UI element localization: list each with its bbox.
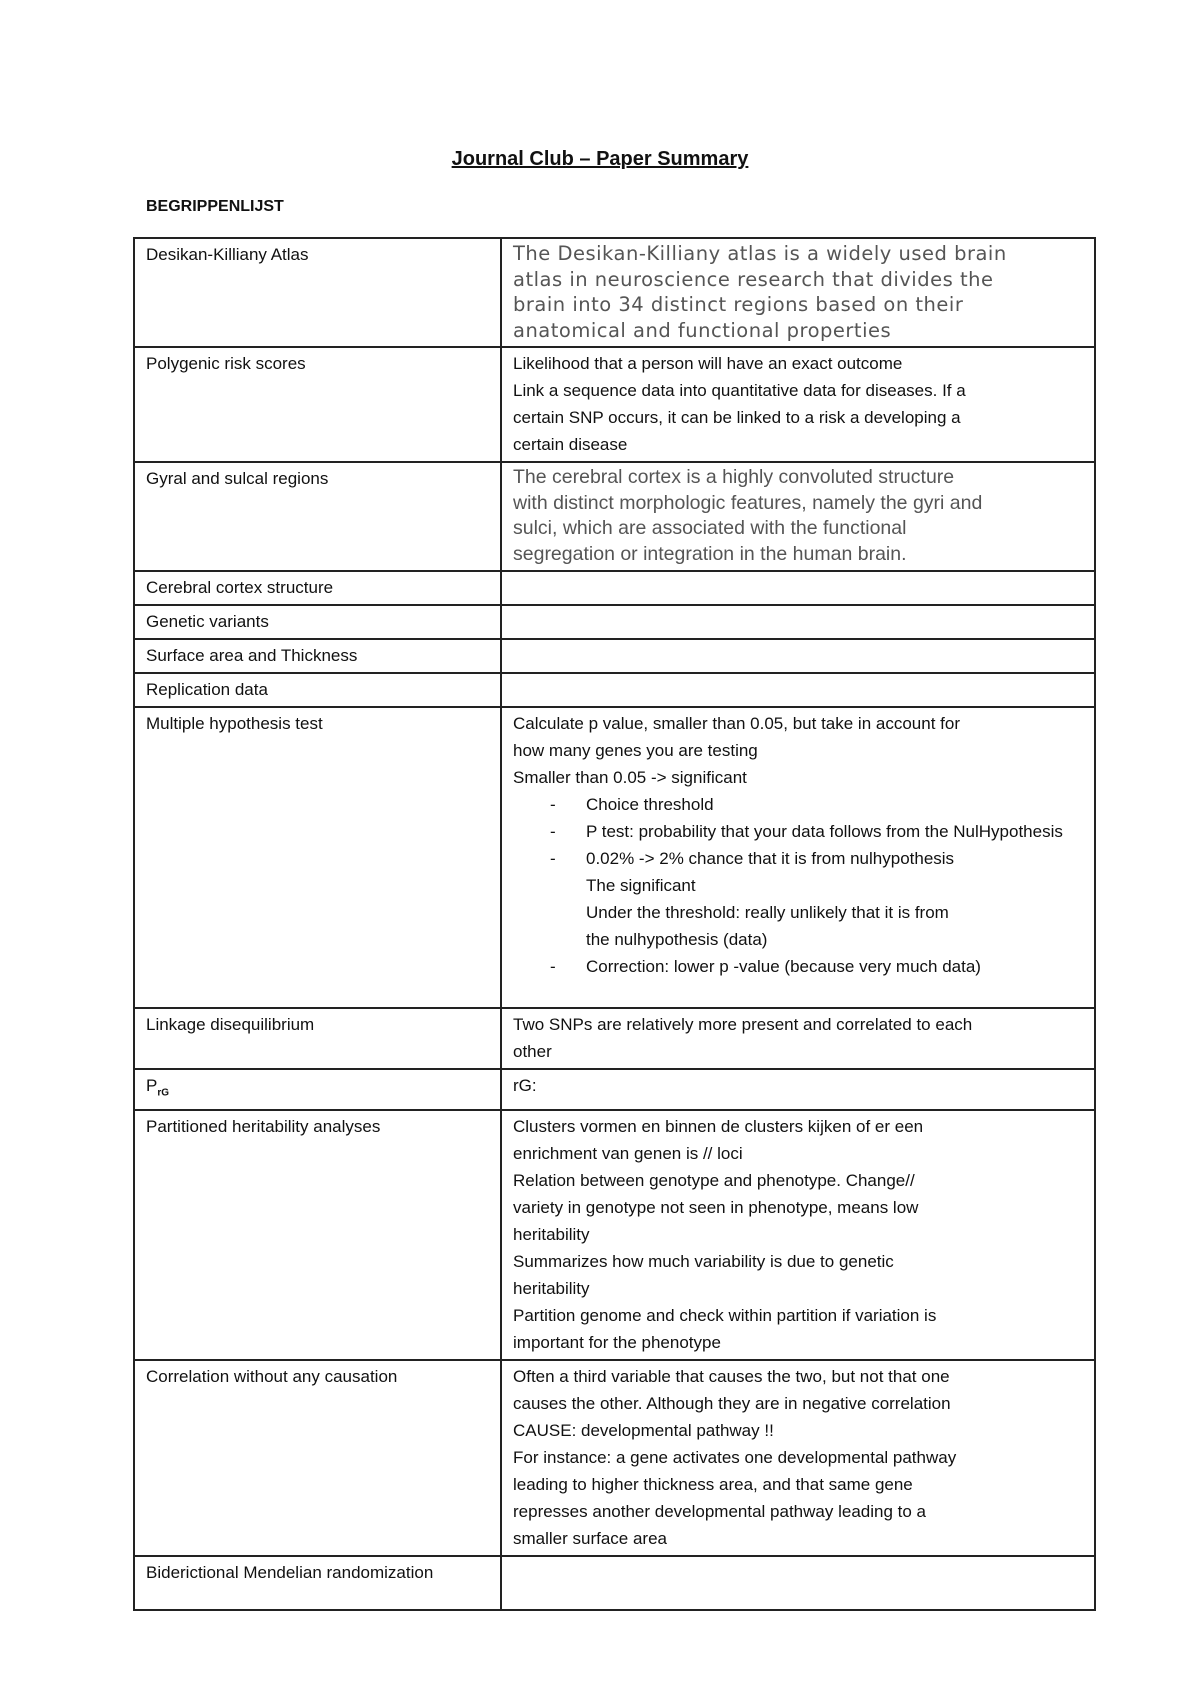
table-row — [134, 238, 1095, 347]
list-item: - Choice threshold — [513, 791, 1084, 818]
definition-line: Clusters vormen en binnen de clusters kijken of er een — [513, 1117, 924, 1137]
definition-cell — [501, 605, 1095, 639]
definition-line: causes the other. Although they are in negative correlation — [513, 1394, 951, 1414]
definition-line: Often a third variable that causes the two, but not that one — [513, 1367, 950, 1387]
definition-line: other — [513, 1042, 552, 1061]
term-cell — [134, 1069, 501, 1110]
term-cell: Linkage disequilibrium — [134, 1008, 501, 1069]
table-row — [134, 707, 1095, 1008]
definition-line: atlas in neuroscience research that divides the — [513, 267, 994, 291]
definition-line: Summarizes how much variability is due to genetic — [513, 1252, 894, 1272]
definition-cell — [501, 1556, 1095, 1610]
definition-line: Relation between genotype and phenotype. Change// — [513, 1171, 915, 1191]
definition-cell — [501, 639, 1095, 673]
term-text: P — [146, 1076, 158, 1095]
definition-line: The cerebral cortex is a highly convoluted structure — [513, 466, 955, 488]
definition-cell — [501, 347, 1095, 462]
definition-cell — [501, 238, 1095, 347]
table-row — [134, 1069, 1095, 1110]
list-item-continuation: the nulhypothesis (data) — [586, 930, 768, 949]
definition-cell — [501, 673, 1095, 707]
definition-line: CAUSE: developmental pathway !! — [513, 1421, 774, 1441]
definition-line: Link a sequence data into quantitative data for diseases. If a — [513, 381, 966, 400]
definition-line: Partition genome and check within partition if variation is — [513, 1306, 937, 1326]
definition-line: how many genes you are testing — [513, 741, 758, 760]
list-item-continuation: Under the threshold: really unlikely that it is from — [586, 903, 949, 922]
term-cell: Desikan-Killiany Atlas — [134, 238, 501, 347]
definition-line: with distinct morphologic features, namely the gyri and — [513, 491, 983, 514]
table-row — [134, 605, 1095, 639]
definition-line: anatomical and functional properties — [513, 318, 892, 342]
bullet-list — [513, 791, 1084, 980]
definition-line: represses another developmental pathway leading to a — [513, 1502, 926, 1522]
list-item — [513, 845, 1084, 953]
table-row — [134, 639, 1095, 673]
definition-line: Calculate p value, smaller than 0.05, but take in account for — [513, 714, 960, 733]
term-cell: Correlation without any causation — [134, 1360, 501, 1556]
table-row — [134, 571, 1095, 605]
table-row — [134, 1556, 1095, 1610]
definition-cell — [501, 707, 1095, 1008]
document-title: Journal Club – Paper Summary — [451, 148, 749, 170]
definition-line: segregation or integration in the human brain. — [513, 542, 907, 565]
table-row — [134, 347, 1095, 462]
definition-line: sulci, which are associated with the functional — [513, 517, 907, 539]
definition-line: variety in genotype not seen in phenotype, means low — [513, 1198, 919, 1218]
list-item: - P test: probability that your data follows from the NulHypothesis — [513, 818, 1084, 845]
definition-cell — [501, 1008, 1095, 1069]
definition-cell — [501, 571, 1095, 605]
definition-line: important for the phenotype — [513, 1333, 721, 1353]
list-item-text: - 0.02% -> 2% chance that it is from nulhypothesis — [586, 849, 955, 868]
term-cell: Genetic variants — [134, 605, 501, 639]
definition-line: enrichment van genen is // loci — [513, 1144, 743, 1164]
glossary-table — [133, 237, 1096, 1611]
definition-line: certain SNP occurs, it can be linked to a risk a developing a — [513, 408, 961, 427]
term-cell: Gyral and sulcal regions — [134, 462, 501, 571]
term-cell: Polygenic risk scores — [134, 347, 501, 462]
list-item: - Correction: lower p -value (because very much data) — [513, 953, 1084, 980]
definition-line: smaller surface area — [513, 1529, 668, 1549]
term-cell: Biderictional Mendelian randomization — [134, 1556, 501, 1610]
definition-line: Two SNPs are relatively more present and correlated to each — [513, 1015, 973, 1034]
table-row — [134, 1360, 1095, 1556]
definition-line: rG: — [513, 1076, 537, 1095]
term-cell: Surface area and Thickness — [134, 639, 501, 673]
definition-line: The Desikan-Killiany atlas is a widely used brain — [513, 242, 1007, 265]
definition-cell — [501, 462, 1095, 571]
definition-line: leading to higher thickness area, and that same gene — [513, 1475, 913, 1495]
term-subscript: rG — [157, 1087, 170, 1099]
table-row — [134, 1110, 1095, 1360]
table-row — [134, 1008, 1095, 1069]
definition-cell — [501, 1360, 1095, 1556]
definition-cell — [501, 1110, 1095, 1360]
term-cell: Replication data — [134, 673, 501, 707]
definition-line: heritability — [513, 1225, 590, 1245]
definition-line: Smaller than 0.05 -> significant — [513, 768, 747, 787]
table-row — [134, 673, 1095, 707]
definition-line: brain into 34 distinct regions based on their — [513, 293, 964, 316]
section-heading: BEGRIPPENLIJST — [146, 198, 284, 215]
term-cell: Cerebral cortex structure — [134, 571, 501, 605]
definition-line: heritability — [513, 1279, 590, 1299]
table-row — [134, 462, 1095, 571]
term-cell: Partitioned heritability analyses — [134, 1110, 501, 1360]
definition-cell — [501, 1069, 1095, 1110]
list-item-continuation: The significant — [586, 876, 696, 895]
definition-line: Likelihood that a person will have an exact outcome — [513, 354, 903, 373]
term-cell: Multiple hypothesis test — [134, 707, 501, 1008]
definition-line: certain disease — [513, 435, 628, 454]
definition-line: For instance: a gene activates one developmental pathway — [513, 1448, 957, 1468]
